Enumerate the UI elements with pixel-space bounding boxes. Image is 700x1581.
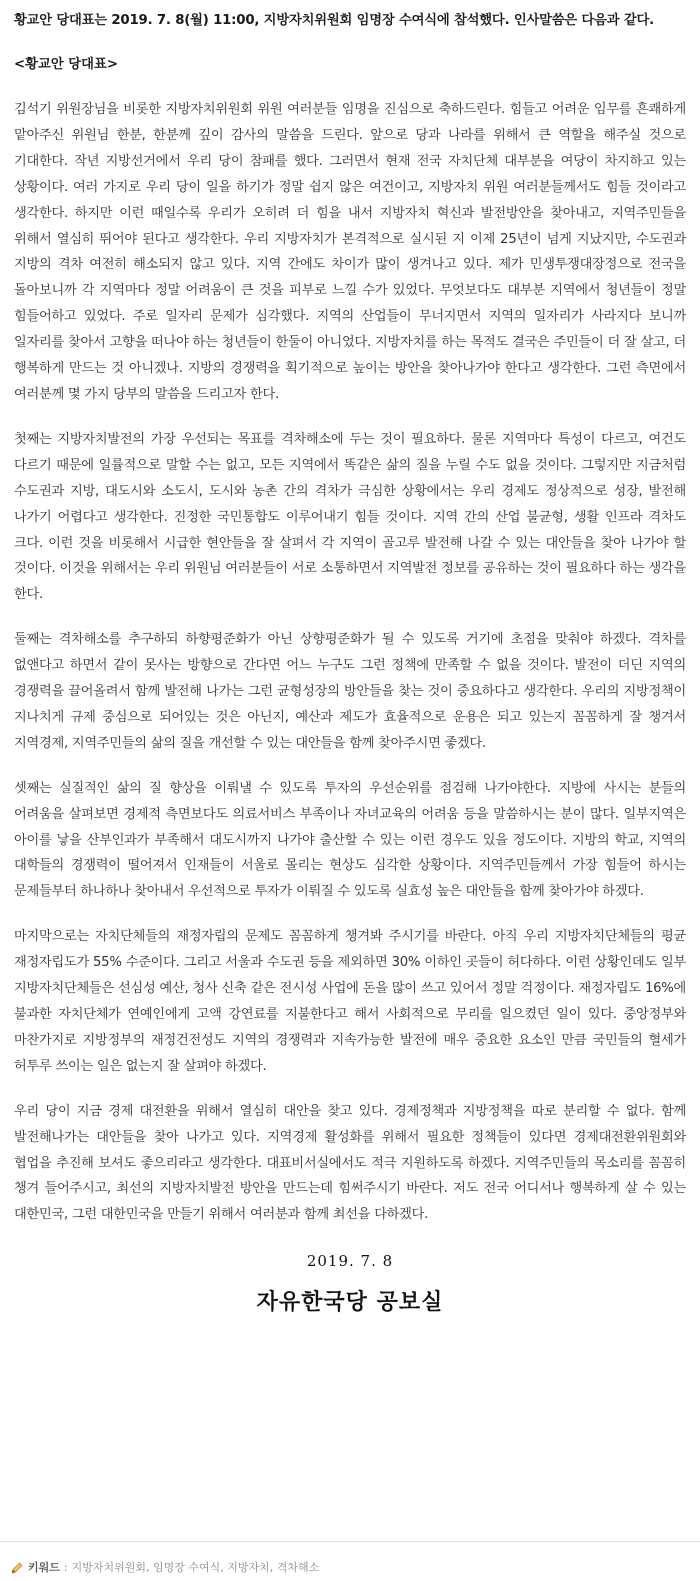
keywords-bar (0, 1541, 700, 1581)
organization-name: 자유한국당 공보실 (256, 1290, 444, 1316)
release-date: 2019. 7. 8 (306, 1252, 394, 1271)
speech-paragraph-5: 마지막으로는 자치단체들의 재정자립의 문제도 꼼꼼하게 챙겨봐 주시기를 바란다. 아직 우리 지방자치단체들의 평균 재정자립도가 55% 수준이다. 그리고 서울과 수도권 등을 제외하면 30% 이하인 곳들이 허다하다. 이런 상황인데도 일부 지방자치단체들은 선심성 예산, 청사 신축 같은 전시성 사업에 돈을 많이 쓰고 있어서 정말 걱정이다. 재정자립도 16%에 불과한 자치단체가 연예인에게 고액 강연료를 지불한다고 해서 사회적으로 무리를 일으켰던 일이 있다. 중앙정부와 마찬가지로 지방정부의 재정건전성도 지역의 경쟁력과 지속가능한 발전에 매우 중요한 요소인 만큼 국민들의 혈세가 허투루 쓰이는 일은 없는지 잘 살펴야 하겠다. (14, 929, 686, 1074)
speech-paragraph-3: 둘째는 격차해소를 추구하되 하향평준화가 아닌 상향평준화가 될 수 있도록 거기에 초점을 맞춰야 하겠다. 격차를 없앤다고 하면서 같이 못사는 방향으로 간다면 어느 누구도 그런 정책에 만족할 수 없을 것이다. 발전이 더딘 지역의 경쟁력을 끌어올려서 함께 발전해 나가는 그런 균형성장의 방안들을 찾는 것이 중요하다고 생각한다. 우리의 지방정책이 지나치게 규제 중심으로 되어있는 것은 아닌지, 예산과 제도가 효율적으로 운용은 되고 있는지 꼼꼼하게 잘 챙겨서 지역경제, 지역주민들의 삶의 질을 개선할 수 있는 대안들을 함께 찾아주시면 좋겠다. (14, 632, 686, 751)
speech-paragraph-1: 김석기 위원장님을 비롯한 지방자치위원회 위원 여러분들 임명을 진심으로 축하드린다. 힘들고 어려운 임무를 흔쾌하게 맡아주신 위원님 한분, 한분께 깊이 감사의 말씀을 드린다. 앞으로 당과 나라를 위해서 큰 역할을 해주실 것으로 기대한다. 작년 지방선거에서 우리 당이 참패를 했다. 그러면서 현재 전국 자치단체 대부분을 여당이 차지하고 있는 상황이다. 여러 가지로 우리 당이 일을 하기가 정말 쉽지 않은 여건이고, 지방자치 위원 여러분들께서도 힘들 것이라고 생각한다. 하지만 이런 때일수록 우리가 오히려 더 힘을 내서 지방자치 혁신과 발전방안을 찾아내고, 지역주민들을 위해서 열심히 뛰어야 된다고 생각한다. 우리 지방자치가 본격적으로 실시된 지 이제 25년이 넘게 지났지만, 수도권과 지방의 격차 여전히 해소되지 않고 있다. 지역 간에도 차이가 많이 생겨나고 있다. 제가 민생투쟁대장정으로 전국을 돌아보니까 각 지역마다 정말 어려움이 큰 것을 피부로 느낄 수가 있었다. 무엇보다도 대부분 지역에서 청년들이 정말 힘들어하고 있었다. 주로 일자리 문제가 심각했다. 지역의 산업들이 무너지면서 지역의 일자리가 사라지다 보니까 일자리를 찾아서 고향을 떠나야 하는 청년들이 한둘이 아니었다. 지방자치를 하는 목적도 결국은 주민들이 더 잘 살고, 더 행복하게 만드는 것 아니겠나. 지방의 경쟁력을 획기적으로 높이는 방안을 찾아나가야 한다고 생각한다. 그런 측면에서 여러분께 몇 가지 당부의 말씀을 드리고자 한다. (14, 102, 686, 402)
pencil-icon (10, 1561, 24, 1575)
keywords-label: 키워드 (28, 1560, 60, 1574)
speech-paragraph-6: 우리 당이 지금 경제 대전환을 위해서 열심히 대안을 찾고 있다. 경제정책과 지방정책을 따로 분리할 수 없다. 함께 발전해나가는 대안들을 찾아 나가고 있다. 지역경제 활성화를 위해서 필요한 정책들이 있다면 경제대전환위원회와 협업을 추진해 보셔도 좋으리라고 생각한다. 대표비서실에서도 적극 지원하도록 하겠다. 지역주민들의 목소리를 꼼꼼히 챙겨 들어주시고, 최선의 지방자치발전 방안을 만드는데 힘써주시기 바란다. 저도 전국 어디서나 행복하게 살 수 있는 대한민국, 그런 대한민국을 만들기 위해서 여러분과 함께 최선을 다하겠다. (14, 1103, 686, 1223)
intro-text: 황교안 당대표는 2019. 7. 8(월) 11:00, 지방자치위원회 임명장 수여식에 참석했다. 인사말씀은 다음과 같다. (14, 13, 655, 28)
keywords-separator: : (63, 1560, 68, 1574)
speaker-heading: <황교안 당대표> (14, 57, 118, 72)
keywords-list[interactable]: 지방자치위원회, 임명장 수여식, 지방자치, 격차해소 (71, 1560, 320, 1574)
speech-paragraph-2: 첫째는 지방자치발전의 가장 우선되는 목표를 격차해소에 두는 것이 필요하다. 물론 지역마다 특성이 다르고, 여건도 다르기 때문에 일률적으로 말할 수는 없고, 모든 지역에서 똑같은 삶의 질을 누릴 수도 없을 것이다. 그렇지만 지금처럼 수도권과 지방, 대도시와 소도시, 도시와 농촌 간의 격차가 극심한 상황에서는 우리 경제도 정상적으로 성장, 발전해 나가기 어렵다고 생각한다. 진정한 국민통합도 이루어내기 힘들 것이다. 지역 간의 산업 불균형, 생활 인프라 격차도 크다. 이런 것을 비롯해서 시급한 현안들을 잘 살펴서 각 지역이 골고루 발전해 나갈 수 있는 대안들을 찾아 나가야 할 것이다. 이것을 위해서는 우리 위원님 여러분들이 서로 소통하면서 지역발전 정보를 공유하는 것이 필요하다 하는 생각을 한다. (14, 431, 686, 603)
speech-paragraph-4: 셋째는 실질적인 삶의 질 향상을 이뤄낼 수 있도록 투자의 우선순위를 점검해 나가야한다. 지방에 사시는 분들의 어려움을 살펴보면 경제적 측면보다도 의료서비스 부족이나 자녀교육의 어려움 등을 말씀하시는 분이 많다. 일부지역은 아이를 낳을 산부인과가 부족해서 대도시까지 나가야 출산할 수 있는 이런 경우도 있을 정도이다. 지방의 학교, 지역의 대학들의 경쟁력이 떨어져서 인재들이 서울로 몰리는 현상도 심각한 상황이다. 지역주민들께서 가장 힘들어 하시는 문제들부터 하나하나 찾아내서 우선적으로 투자가 이뤄질 수 있도록 실효성 높은 대안들을 함께 찾아가야 하겠다. (14, 780, 686, 900)
